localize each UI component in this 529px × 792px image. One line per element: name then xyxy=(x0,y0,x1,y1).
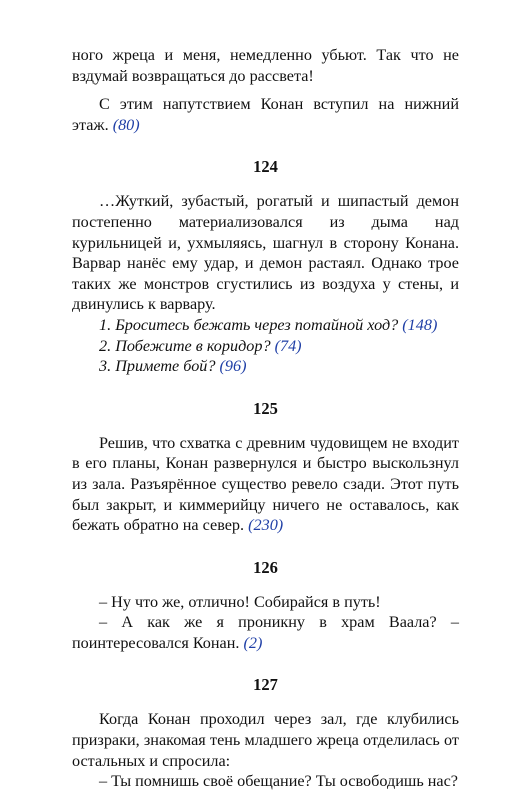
continued-paragraph xyxy=(72,45,459,86)
section-link-74[interactable]: (74) xyxy=(274,336,302,355)
paragraph xyxy=(72,191,459,315)
choice-item xyxy=(72,336,459,357)
section-link-96[interactable]: (96) xyxy=(219,357,247,376)
section-link-80[interactable]: (80) xyxy=(112,115,140,134)
paragraph-text: ного жреца и меня, немедленно убьют. Так что не вздумай возвращаться до рассвета! xyxy=(72,46,459,85)
paragraph-text: С этим напутствием Конан вступил на нижний этаж. xyxy=(72,95,459,134)
section-number-126: 126 xyxy=(253,557,278,577)
choice-item xyxy=(72,356,459,377)
paragraph xyxy=(72,433,459,536)
choice-text: 2. Побежите в коридор? xyxy=(99,336,271,355)
section-link-2[interactable]: (2) xyxy=(243,633,263,652)
paragraph-text: – Ты помнишь своё обещание? Ты освободишь нас? xyxy=(99,772,458,791)
paragraph-text: …Жуткий, зубастый, рогатый и шипастый демон постепенно материализовался из дыма над курильницей и, ухмыляясь, шагнул в сторону Конана. Варвар нанёс ему удар, и демон растаял. Однако трое таких же монстров сгустились из воздуха у стены, и двинулись к варвару. xyxy=(72,192,459,314)
paragraph xyxy=(72,709,459,771)
section-link-230[interactable]: (230) xyxy=(248,516,284,535)
section-link-148[interactable]: (148) xyxy=(402,315,438,334)
paragraph xyxy=(72,592,459,613)
paragraph xyxy=(72,94,459,135)
paragraph xyxy=(72,612,459,653)
section-number-127: 127 xyxy=(253,675,278,695)
paragraph-text: Когда Конан проходил через зал, где клубились призраки, знакомая тень младшего жреца отделилась от остальных и спросила: xyxy=(72,710,459,770)
choice-text: 3. Примете бой? xyxy=(99,357,216,376)
section-number-124: 124 xyxy=(253,157,278,177)
choice-item xyxy=(72,315,459,336)
choice-text: 1. Броситесь бежать через потайной ход? xyxy=(99,315,399,334)
paragraph-text: – А как же я проникну в храм Ваала? – поинтересовался Конан. xyxy=(72,613,459,652)
paragraph-text: – Ну что же, отлично! Собирайся в путь! xyxy=(99,592,381,611)
paragraph-text: Решив, что схватка с древним чудовищем не входит в его планы, Конан развернулся и быстро выскользнул из зала. Разъярённое существо ревело сзади. Этот путь был закрыт, и киммерийцу ничего не оставалось, как бежать обратно на север. xyxy=(72,433,459,535)
paragraph xyxy=(72,771,459,792)
section-number-125: 125 xyxy=(253,398,278,418)
